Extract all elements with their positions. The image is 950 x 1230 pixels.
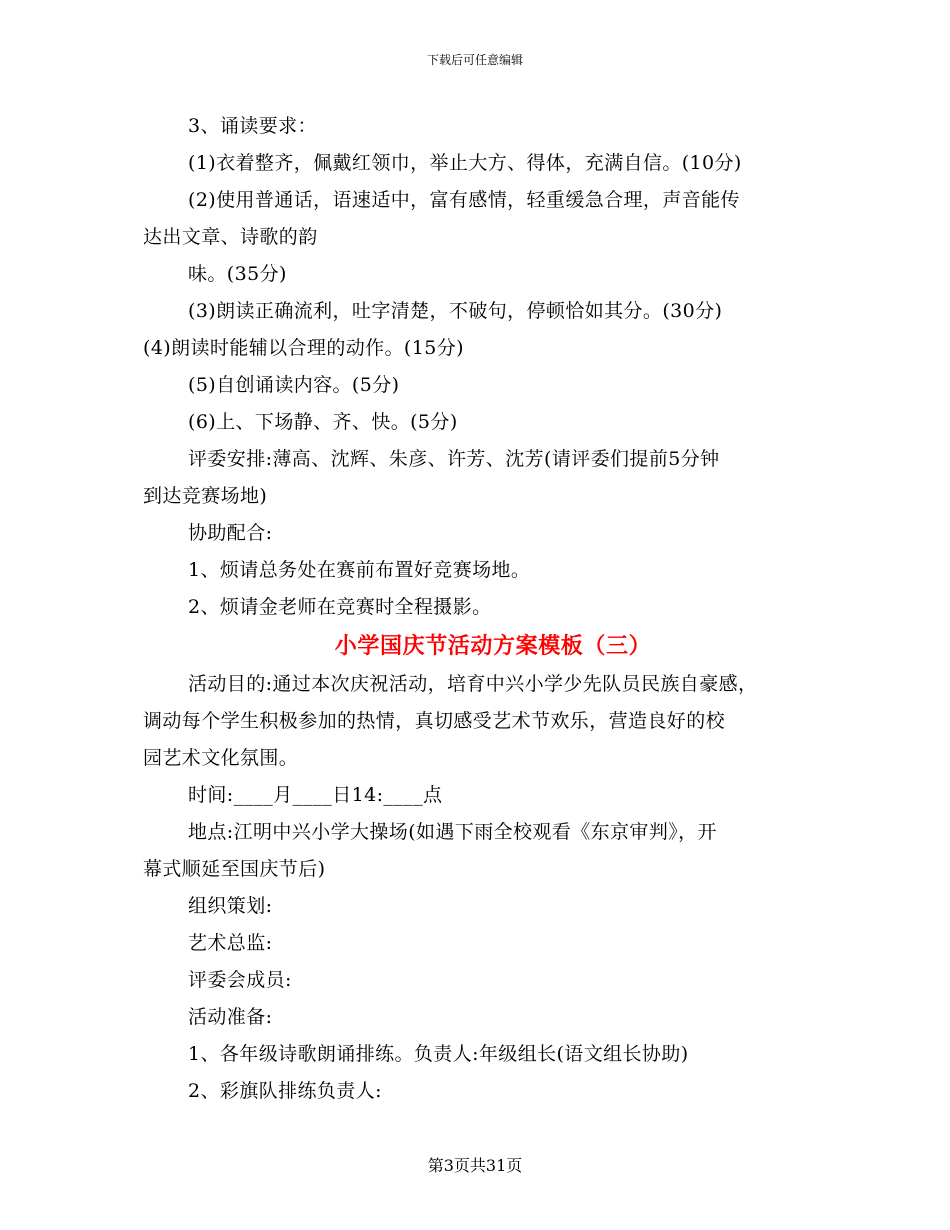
paragraph-line: 地点:江明中兴小学大操场(如遇下雨全校观看《东京审判》，开 [188, 821, 717, 843]
paragraph-line: 活动目的:通过本次庆祝活动，培育中兴小学少先队员民族自豪感， [188, 673, 758, 695]
paragraph-line: 达出文章、诗歌的韵 [143, 226, 318, 248]
paragraph-line: 时间:____月____日14:____点 [188, 784, 443, 806]
paragraph-line: 组织策划: [188, 895, 273, 917]
paragraph-line: 2、烦请金老师在竞赛时全程摄影。 [188, 596, 492, 618]
paragraph-line: 3、诵读要求： [188, 115, 317, 137]
paragraph-line: 味。(35分) [188, 263, 287, 285]
paragraph-line: (5)自创诵读内容。(5分) [188, 374, 400, 396]
paragraph-line: 1、烦请总务处在赛前布置好竞赛场地。 [188, 559, 531, 581]
paragraph-line: (1)衣着整齐，佩戴红领巾，举止大方、得体，充满自信。(10分) [188, 152, 742, 174]
paragraph-line: 活动准备: [188, 1006, 273, 1028]
paragraph-line: 1、各年级诗歌朗诵排练。负责人:年级组长(语文组长协助) [188, 1043, 689, 1065]
paragraph-line: 艺术总监: [188, 932, 273, 954]
paragraph-line: (2)使用普通话，语速适中，富有感情，轻重缓急合理，声音能传 [188, 189, 740, 211]
paragraph-line: 幕式顺延至国庆节后) [143, 858, 326, 880]
paragraph-line: 调动每个学生积极参加的热情，真切感受艺术节欢乐，营造良好的校 [143, 710, 726, 732]
paragraph-line: 评委会成员: [188, 969, 292, 991]
paragraph-line: (4)朗读时能辅以合理的动作。(15分) [143, 337, 464, 359]
paragraph-line: 2、彩旗队排练负责人: [188, 1080, 382, 1102]
paragraph-line: 到达竞赛场地) [143, 485, 268, 507]
paragraph-line: 评委安排:薄高、沈辉、朱彦、许芳、沈芳(请评委们提前5分钟 [188, 448, 720, 470]
page-footer: 第3页共31页 [427, 1156, 523, 1175]
page-header: 下载后可任意编辑 [426, 53, 523, 67]
paragraph-line: 园艺术文化氛围。 [143, 747, 299, 769]
section-title: 小学国庆节活动方案模板（三） [334, 633, 652, 659]
document-body [143, 108, 823, 1110]
paragraph-line: (6)上、下场静、齐、快。(5分) [188, 411, 458, 433]
paragraph-line: (3)朗读正确流利，吐字清楚，不破句，停顿恰如其分。(30分) [188, 300, 723, 322]
paragraph-line: 协助配合: [188, 522, 273, 544]
